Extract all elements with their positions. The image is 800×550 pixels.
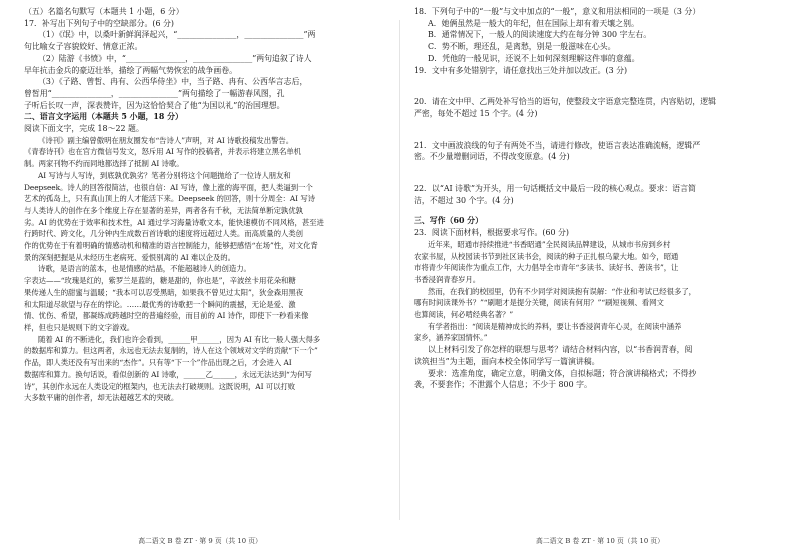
writing-prompt-line: 读筑担当”为主题，面向本校全体同学写一篇演讲稿。	[414, 356, 600, 366]
material-line: 也算阅读，何必啃经典名著？”	[414, 310, 514, 320]
passage-line: 大多数平庸的创作者，却无法超越艺术的突破。	[24, 393, 179, 403]
passage-line: 劣。AI 的优势在于效率和技术性，AI 通过学习海量诗歌文本，能快速模仿不同风格，甚至进	[24, 217, 324, 227]
passage-line: 情、忧伤、希望，都凝练成跨越时空的普遍经验，而目前的 AI 诗作，即使下一秒看来像	[24, 311, 309, 321]
q18-option-b: B．通常情况下，一般人的阅读速度大约在每分钟 300 字左右。	[428, 30, 652, 40]
page-footer-right: 高二语文 B 卷 ZT · 第 10 页（共 10 页）	[536, 537, 664, 545]
page-footer-left: 高二语文 B 卷 ZT · 第 9 页（共 10 页）	[138, 537, 262, 545]
passage-line: 诗”，其创作永远在人类设定的框架内，也无法去打破规则。这既说明，AI 可以打败	[24, 381, 296, 391]
question-22-stem: 22．以“AI 诗歌”为开头，用一句话概括文中最后一段的核心观点。要求：语言简	[414, 184, 696, 194]
passage-line: 随着 AI 的不断进化，我们也许会看到，______甲______，因为 AI 有比一般人强大得多	[38, 334, 321, 344]
q17-item-3-line-1: （3）《子路、曾皙、冉有、公西华侍坐》中，当子路、冉有、公西华言志后，	[38, 77, 308, 87]
q18-option-a: A．她俩虽然是一般大的年纪，但在国际上却有着天壤之别。	[428, 18, 639, 28]
material-line: 书香浸润青春岁月。	[414, 274, 481, 284]
writing-prompt-line: 以上材料引发了你怎样的联想与思考？请结合材料内容，以“书香润青春，阅	[428, 345, 693, 355]
q17-item-3-line-3: 子听后长叹一声，深表赞许，因为这恰恰契合了他“为国以礼”的治国理想。	[24, 100, 285, 110]
question-22-stem-cont: 洁，不超过 30 个字。(4 分)	[414, 195, 514, 205]
passage-line: 行跨时代、跨文化，几分钟内生成数百首诗歌的速度将远超过人类。而高质量的人类创	[24, 229, 303, 239]
q17-item-1-line-2: 句比喻女子容貌姣好、情意正浓。	[24, 42, 143, 52]
question-20-stem: 20．请在文中甲、乙两处补写恰当的语句，使整段文字语意完整连贯，内容贴切，逻辑	[414, 97, 716, 107]
q17-item-1-line-1: （1）《氓》中，以桑叶新鲜润泽起兴，“_______________，_______________”两	[38, 30, 316, 40]
material-line: 市将青少年阅读作为重点工作，大力倡导全市青年“多读书、读好书、善读书”，让	[414, 263, 679, 273]
passage-line: 样，但也只是规则下的文字游戏。	[24, 322, 135, 332]
passage-line: 作品，即人类还没有写出来的“杰作”。只有等“下一个”作品出现之后，才会进入 AI	[24, 358, 292, 368]
q18-option-c: C．势不断，理还乱，是离愁，别是一般滋味在心头。	[428, 42, 616, 52]
passage-line: 作的优势在于有着明确的情感动机和精准的语言控制能力，能够把感悟“在场”性，对文化背	[24, 241, 318, 251]
writing-requirements-line: 袭，不要套作；不泄露个人信息；不少于 800 字。	[414, 380, 592, 390]
section-heading-language-use: 二、语言文字运用（本题共 5 小题，18 分）	[24, 112, 183, 122]
q17-item-2-line-2: 早年抗击金兵的豪迈壮举，描绘了两幅气势恢宏的战争画卷。	[24, 65, 238, 75]
passage-line: 诗歌，是语言的蓝本，也是情感的结晶，不能超越诗人的创造力。	[38, 264, 251, 274]
q18-option-d: D．凭他的一般见识，还说不上如何深刻理解这件事的意蕴。	[428, 53, 640, 63]
q17-item-3-line-2: 曾皙用“_______________，_______________”两句描绘了一幅游春风图，孔	[24, 88, 285, 98]
passage-line: 的数据库和算力。但这两者，永远也无法去复制的，诗人在这个领域对文学的贡献“下一个”	[24, 346, 318, 356]
passage-line: 与人类诗人的创作在多个维度上存在显著的差异，两者各有千秋，无法简单断定孰优孰	[24, 205, 303, 215]
writing-requirements-line: 要求：选准角度，确定立意，明确文体，自拟标题；符合演讲稿格式；不得抄	[428, 368, 697, 378]
passage-line: 果传递人生的甜蜜与温暖；“我本可以忍受黑暗，如果我不曾见过太阳”，狄金森用黑夜	[24, 287, 304, 297]
passage-line: 制。两家刊物不约而同地都选择了抵制 AI 诗歌。	[24, 159, 184, 169]
q17-item-2-line-1: （2）陆游《书愤》中，“_______________，_______________”两句追叙了诗人	[38, 53, 312, 63]
material-line: 近年来，昭通市持续推进“书香昭通”全民阅读品牌建设，从城市书房到乡村	[428, 239, 671, 249]
passage-line: 《青春诗刊》也在官方微信号发文，怒斥用 AI 写作的投稿者，并表示将建立黑名单机	[24, 147, 302, 157]
question-23-stem: 23．阅读下面材料，根据要求写作。(60 分)	[414, 228, 569, 238]
section-heading-recitation: （五）名篇名句默写（本题共 1 小题，6 分）	[24, 7, 184, 16]
question-21-stem-cont: 密。不少量增删词语，不得改变原意。(4 分)	[414, 152, 570, 162]
question-19-stem: 19．文中有多处错别字，请任意找出三处并加以改正。(3 分)	[414, 65, 628, 75]
passage-line: 字表达——“玫瑰是红的，紫罗兰是蓝的，糖是甜的，你也是”，辛波丝卡用花朵和糖	[24, 276, 296, 286]
material-line: 家乡，涵养家国情怀。”	[414, 333, 488, 343]
material-line: 有学者指出：“阅读是精神成长的养料，要让书香浸润青年心灵，在阅读中涵养	[428, 321, 682, 331]
question-21-stem: 21．文中画波浪线的句子有两处不当，请进行修改，使语言表达准确流畅，逻辑严	[414, 140, 701, 150]
passage-line: 《诗刊》副主编曾傲明在朋友圈发布“告诗人”声明，对 AI 诗歌投稿发出警告。	[38, 135, 294, 145]
passage-line: 景的深刻把握是从未经历生老病死、爱恨别离的 AI 难以企及的。	[24, 252, 235, 262]
section-heading-writing: 三、写作（60 分）	[414, 216, 483, 226]
material-line: 哪有时间读课外书？”“刷题才是提分关键，阅读有何用？”“刷短视频、看网文	[414, 298, 664, 308]
question-18-stem: 18．下列句子中的“一般”与文中加点的“一般”，意义和用法相同的一项是（3 分）	[414, 7, 701, 16]
passage-line: AI 写诗与人写诗，到底孰优孰劣？笔者分别将这个问题抛给了一位诗人朋友和	[38, 170, 291, 180]
passage-line: 艺术的孤岛上，只有真山顶上的人才能活下来。Deepseek 的回答，则十分周全：AI 写诗	[24, 194, 316, 204]
question-17-stem: 17．补写出下列句子中的空缺部分。(6 分)	[24, 18, 174, 28]
reading-instruction: 阅读下面文字，完成 18～22 题。	[24, 124, 144, 134]
material-line: 农家书屋，从校园读书节到社区读书会，阅读的种子正扎根乌蒙大地。如今，昭通	[414, 251, 679, 261]
passage-line: 和太阳道尽欲望与存在的悖论。……最优秀的诗歌把一个瞬间的震撼，无论是爱、激	[24, 299, 296, 309]
question-20-stem-cont: 严密，每处不超过 15 个字。(4 分)	[414, 108, 538, 118]
passage-line: Deepseek。诗人的回答很简洁，也很自信：AI 写诗，像上涨的海平面，把人类逼到一个	[24, 182, 313, 192]
passage-line: 数据库和算力。换句话说，看似创新的 AI 诗歌，______乙______，永远无法达到“为何写	[24, 369, 312, 379]
material-line: 然而，在我们的校园里，仍有不少同学对阅读抱有误解：“作业和考试已经很多了，	[428, 286, 696, 296]
right-page	[400, 0, 800, 550]
